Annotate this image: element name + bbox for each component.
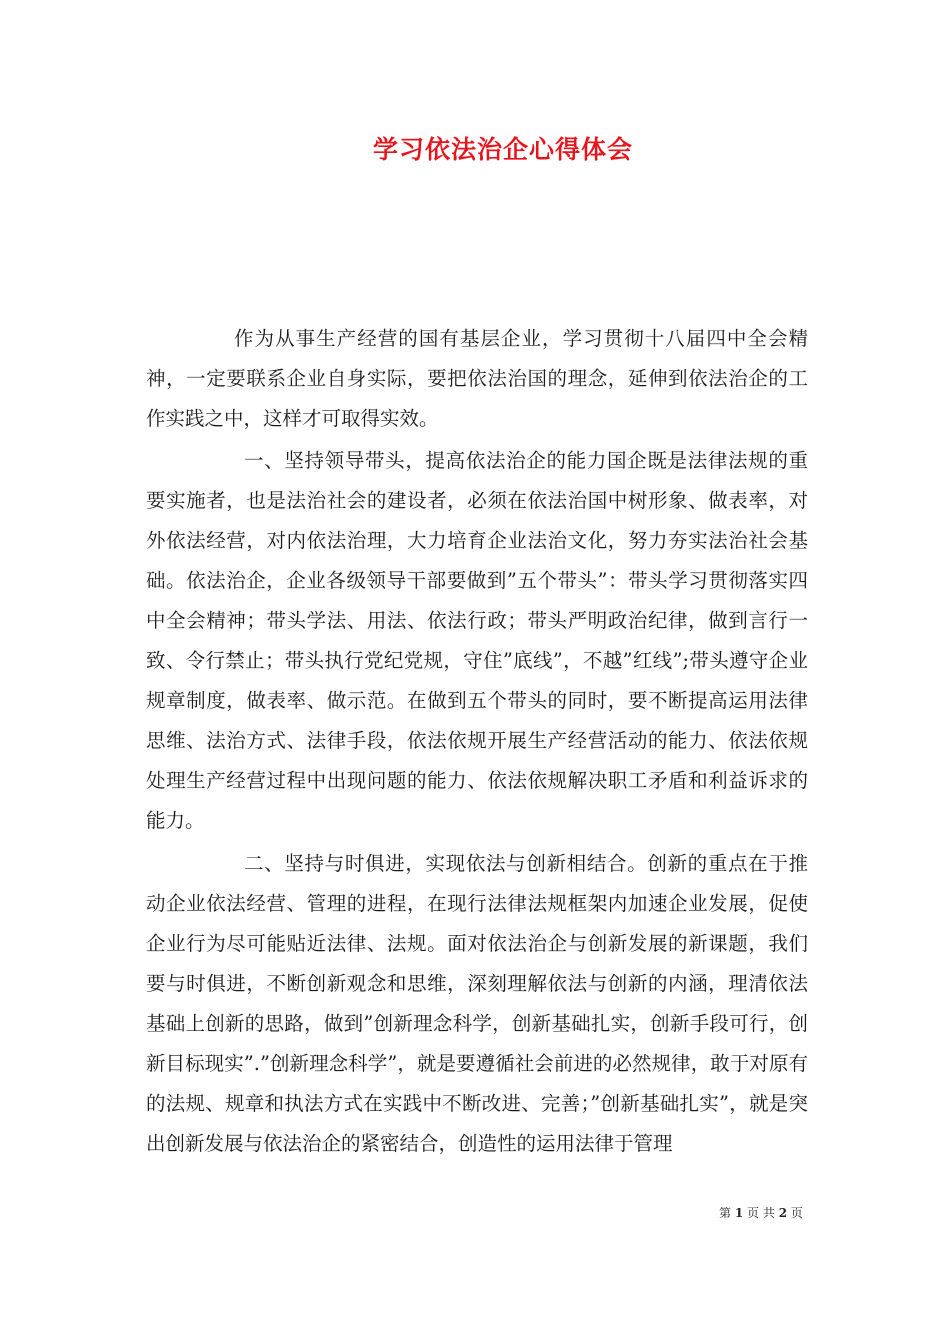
footer-current-page: 1 [734, 1206, 744, 1220]
footer-total-pages: 2 [778, 1206, 788, 1220]
page-number-footer [719, 1204, 803, 1221]
paragraph-section-1: 一、坚持领导带头，提高依法治企的能力国企既是法律法规的重要实施者，也是法治社会的建设者，必须在依法治国中树形象、做表率，对外依法经营，对内依法治理，大力培育企业法治文化，努力夯实法治社会基础。依法治企，企业各级领导干部要做到”五个带头”：带头学习贯彻落实四中全会精神；带头学法、用法、依法行政；带头严明政治纪律，做到言行一致、令行禁止；带头执行党纪党规，守住”底线”，不越”红线”;带头遵守企业规章制度，做表率、做示范。在做到五个带头的同时，要不断提高运用法律思维、法治方式、法律手段，依法依规开展生产经营活动的能力、依法依规处理生产经营过程中出现问题的能力、依法依规解决职工矛盾和利益诉求的能力。 [146, 449, 808, 832]
footer-suffix: 页 [790, 1206, 803, 1220]
footer-prefix: 第 [719, 1206, 732, 1220]
paragraph-section-2: 二、坚持与时俱进，实现依法与创新相结合。创新的重点在于推动企业依法经营、管理的进程，在现行法律法规框架内加速企业发展，促使企业行为尽可能贴近法律、法规。面对依法治企与创新发展的新课题，我们要与时俱进，不断创新观念和思维，深刻理解依法与创新的内涵，理清依法基础上创新的思路，做到”创新理念科学，创新基础扎实，创新手段可行，创新目标现实”.”创新理念科学”，就是要遵循社会前进的必然规律，敢于对原有的法规、规章和执法方式在实践中不断改进、完善；”创新基础扎实”，就是突出创新发展与依法治企的紧密结合，创造性的运用法律于管理 [146, 852, 808, 1155]
footer-middle: 页 共 [747, 1206, 775, 1220]
paragraph-intro: 作为从事生产经营的国有基层企业，学习贯彻十八届四中全会精神，一定要联系企业自身实际，要把依法治国的理念，延伸到依法治企的工作实践之中，这样才可取得实效。 [146, 327, 808, 430]
document-title: 学习依法治企心得体会 [372, 135, 633, 164]
document-body [146, 319, 808, 1164]
